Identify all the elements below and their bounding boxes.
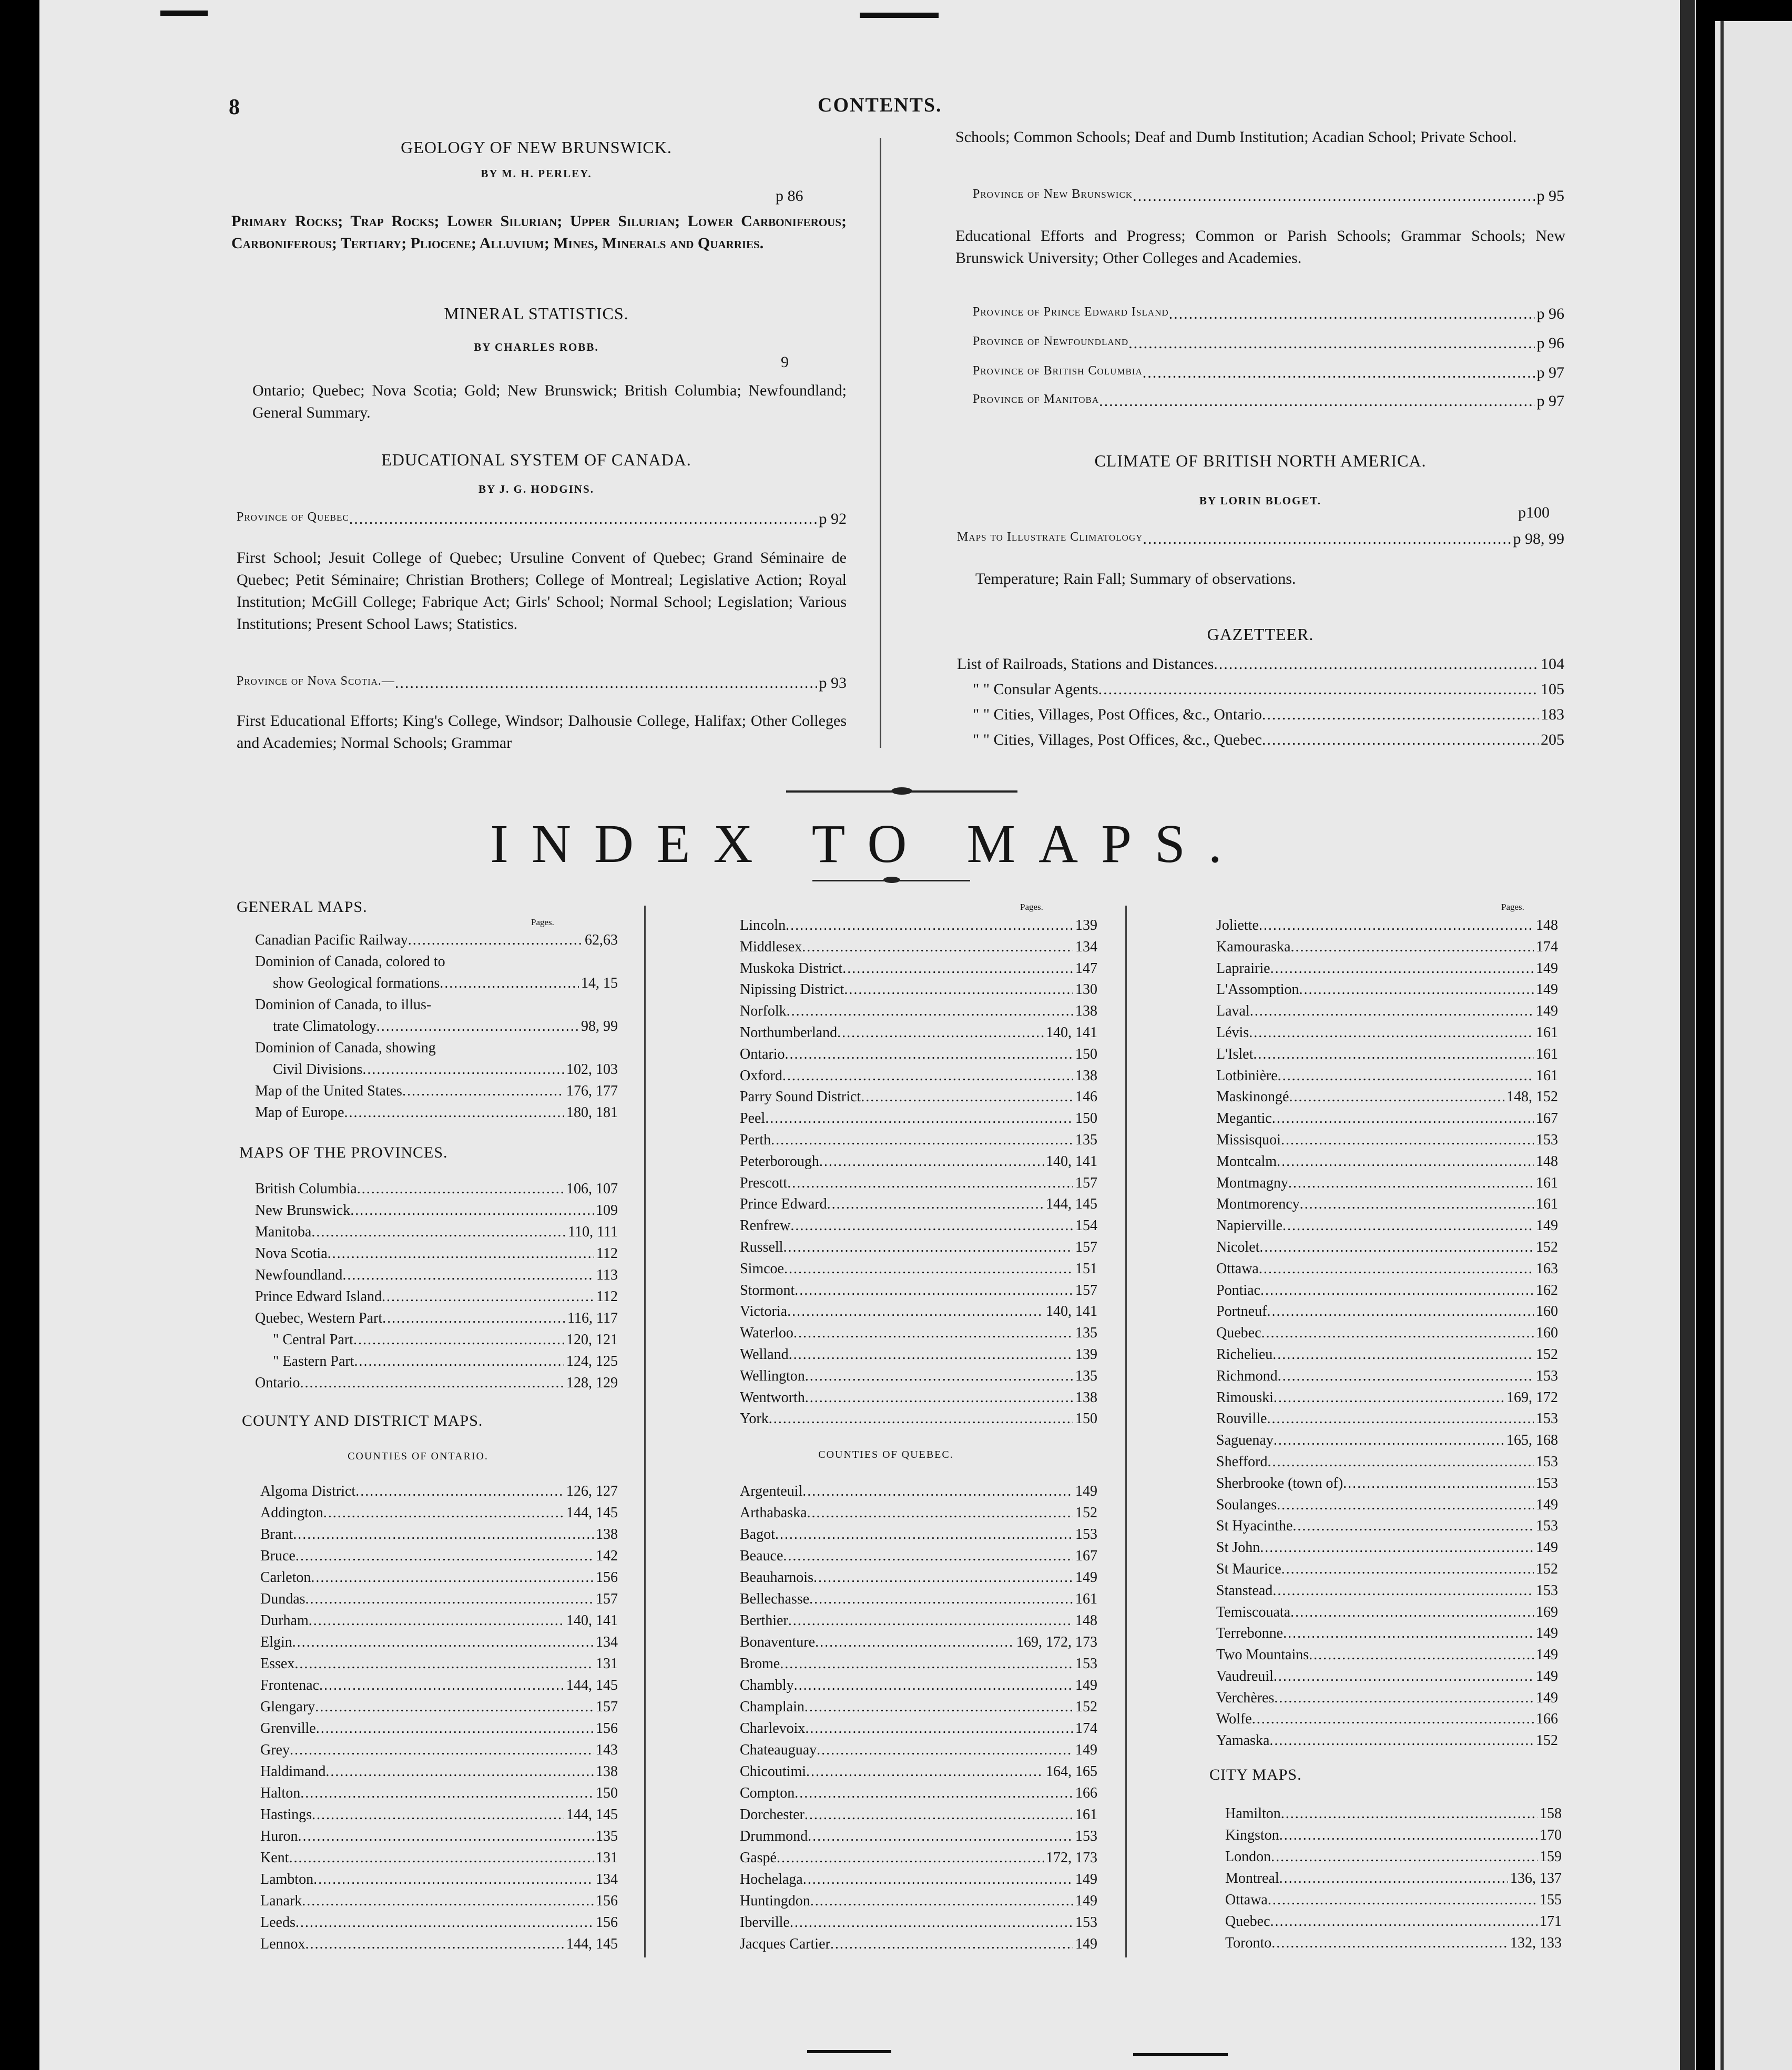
- provinces-list: [255, 1178, 618, 1394]
- title-underline-center: [883, 877, 900, 883]
- gazetteer-row: " " Consular Agents ..... 105: [973, 681, 1564, 698]
- list-item: Montreal ..... 136, 137: [1225, 1868, 1562, 1889]
- climate-title: CLIMATE OF BRITISH NORTH AMERICA.: [1094, 451, 1427, 470]
- list-item: Charlevoix ..... 174: [740, 1718, 1097, 1739]
- list-item: Berthier ..... 148: [740, 1610, 1097, 1631]
- list-item: Verchères ..... 149: [1216, 1688, 1558, 1709]
- list-item: Laprairie ..... 149: [1216, 958, 1558, 980]
- gazetteer-row: " " Cities, Villages, Post Offices, &c., Quebec ..... 205: [973, 731, 1564, 749]
- list-item: Bonaventure ..... 169, 172, 173: [740, 1631, 1097, 1653]
- mineral-author: BY CHARLES ROBB.: [474, 341, 599, 353]
- list-item: Map of the United States ..... 176, 177: [255, 1080, 618, 1102]
- geology-title: GEOLOGY OF NEW BRUNSWICK.: [401, 138, 672, 157]
- list-item: Carleton ..... 156: [260, 1567, 618, 1588]
- ontario-counties-list-1: [260, 1480, 618, 1955]
- quebec-education-text: First School; Jesuit College of Quebec; Ursuline Convent of Quebec; Grand Séminaire de Quebec; Petit Séminaire; Christian Brothers; College of Montreal; Legislative Action; Royal Institution; McGill College; Fabrique Act; Girls' School; Normal School; Legislation; Various Institutions; Present School Laws; Statistics.: [237, 549, 847, 633]
- list-item: Elgin ..... 134: [260, 1631, 618, 1653]
- list-item: Huron ..... 135: [260, 1825, 618, 1847]
- index-column-divider: [644, 906, 646, 1957]
- index-title: INDEX TO MAPS.: [490, 814, 1245, 874]
- column-divider: [880, 138, 881, 748]
- list-item: Montcalm ..... 148: [1216, 1151, 1558, 1173]
- list-item: Kingston ..... 170: [1225, 1824, 1562, 1846]
- nova-scotia-education-text: First Educational Efforts; King's College, Windsor; Dalhousie College, Halifax; Other Colleges and Academies; Normal Schools; Grammar: [237, 712, 847, 752]
- list-item: Quebec ..... 160: [1216, 1323, 1558, 1344]
- list-item: London ..... 159: [1225, 1846, 1562, 1868]
- list-item: Stanstead ..... 153: [1216, 1580, 1558, 1602]
- list-item: Toronto ..... 132, 133: [1225, 1932, 1562, 1954]
- climate-text: Temperature; Rain Fall; Summary of observations.: [975, 570, 1296, 587]
- list-item: Lotbinière ..... 161: [1216, 1066, 1558, 1087]
- list-item: Wentworth ..... 138: [740, 1387, 1097, 1409]
- list-item: Drummond ..... 153: [740, 1825, 1097, 1847]
- list-item: Lanark ..... 156: [260, 1890, 618, 1912]
- list-item: Manitoba ..... 110, 111: [255, 1221, 618, 1243]
- list-item: Bagot ..... 153: [740, 1524, 1097, 1545]
- list-item: Prince Edward Island ..... 112: [255, 1286, 618, 1307]
- list-item: Beauce ..... 167: [740, 1545, 1097, 1567]
- scan-mark: [860, 13, 939, 18]
- pages-label: Pages.: [1020, 902, 1043, 912]
- list-item: Nova Scotia ..... 112: [255, 1243, 618, 1264]
- list-item: British Columbia ..... 106, 107: [255, 1178, 618, 1200]
- list-item: L'Islet ..... 161: [1216, 1044, 1558, 1066]
- list-item: Missisquoi ..... 153: [1216, 1130, 1558, 1151]
- list-item: Laval ..... 149: [1216, 1001, 1558, 1022]
- mineral-title: MINERAL STATISTICS.: [444, 304, 629, 323]
- list-item: Megantic ..... 167: [1216, 1108, 1558, 1130]
- list-item: Prescott ..... 157: [740, 1173, 1097, 1194]
- list-item: Algoma District ..... 126, 127: [260, 1480, 618, 1502]
- list-item: Quebec, Western Part ..... 116, 117: [255, 1307, 618, 1329]
- list-item: Ontario ..... 128, 129: [255, 1372, 618, 1394]
- list-item: Montmagny ..... 161: [1216, 1173, 1558, 1194]
- education-title: EDUCATIONAL SYSTEM OF CANADA.: [381, 450, 691, 469]
- list-item: Portneuf ..... 160: [1216, 1301, 1558, 1323]
- list-item: Iberville ..... 153: [740, 1912, 1097, 1933]
- education-author: BY J. G. HODGINS.: [478, 483, 594, 495]
- quebec-counties-list-2: [1216, 915, 1558, 1752]
- list-item: Temiscouata ..... 169: [1216, 1602, 1558, 1623]
- list-item: Kamouraska ..... 174: [1216, 937, 1558, 958]
- list-item: Grenville ..... 156: [260, 1718, 618, 1739]
- list-item: Chicoutimi ..... 164, 165: [740, 1761, 1097, 1782]
- county-heading: COUNTY AND DISTRICT MAPS.: [242, 1412, 483, 1429]
- scan-mark: [1133, 2053, 1228, 2056]
- list-item: Northumberland ..... 140, 141: [740, 1022, 1097, 1044]
- list-item: Gaspé ..... 172, 173: [740, 1847, 1097, 1869]
- list-item: Wolfe ..... 166: [1216, 1709, 1558, 1730]
- list-item: Renfrew ..... 154: [740, 1215, 1097, 1237]
- list-item: Hamilton ..... 158: [1225, 1803, 1562, 1824]
- gazetteer-row: List of Railroads, Stations and Distances ..... 104: [957, 655, 1564, 673]
- list-item: Bruce ..... 142: [260, 1545, 618, 1567]
- page-gutter: [1680, 0, 1695, 2070]
- running-head: CONTENTS.: [818, 94, 942, 116]
- list-item: Montmorency ..... 161: [1216, 1194, 1558, 1215]
- pei-education-entry: Province of Prince Edward Island ..... p 96: [973, 305, 1564, 323]
- ontario-counties-heading: COUNTIES OF ONTARIO.: [348, 1450, 488, 1462]
- list-item: Welland ..... 139: [740, 1344, 1097, 1366]
- list-item: Lennox ..... 144, 145: [260, 1933, 618, 1955]
- list-item: Arthabaska ..... 152: [740, 1502, 1097, 1524]
- list-item: Ottawa ..... 155: [1225, 1889, 1562, 1911]
- list-item: Addington ..... 144, 145: [260, 1502, 618, 1524]
- list-item: St Maurice ..... 152: [1216, 1559, 1558, 1580]
- list-item: Leeds ..... 156: [260, 1912, 618, 1933]
- list-item: Brome ..... 153: [740, 1653, 1097, 1675]
- list-item: Civil Divisions ..... 102, 103: [255, 1059, 618, 1080]
- climatology-maps-entry: Maps to Illustrate Climatology ..... p 98, 99: [957, 530, 1564, 548]
- nova-scotia-education-text-cont: Schools; Common Schools; Deaf and Dumb Institution; Acadian School; Private School.: [955, 128, 1517, 146]
- geology-page: p 86: [776, 187, 803, 205]
- list-item: Yamaska ..... 152: [1216, 1730, 1558, 1752]
- list-item: Perth ..... 135: [740, 1130, 1097, 1151]
- list-item: Map of Europe ..... 180, 181: [255, 1102, 618, 1123]
- list-item: trate Climatology ..... 98, 99: [255, 1016, 618, 1037]
- list-item: Huntingdon ..... 149: [740, 1890, 1097, 1912]
- list-item: Chambly ..... 149: [740, 1675, 1097, 1696]
- list-item: Quebec ..... 171: [1225, 1911, 1562, 1932]
- page-number: 8: [229, 95, 240, 119]
- list-item: Dominion of Canada, to illus-: [255, 997, 432, 1013]
- british-columbia-education-entry: Province of British Columbia ..... p 97: [973, 364, 1564, 382]
- mineral-page: 9: [781, 353, 789, 371]
- ontario-counties-list-2: [740, 915, 1097, 1430]
- list-item: Nipissing District ..... 130: [740, 979, 1097, 1001]
- list-item: Dominion of Canada, showing: [255, 1040, 436, 1056]
- climate-page: p100: [1518, 504, 1550, 521]
- list-item: Lincoln ..... 139: [740, 915, 1097, 937]
- list-item: Pontiac ..... 162: [1216, 1280, 1558, 1302]
- list-item: Brant ..... 138: [260, 1524, 618, 1545]
- list-item: Soulanges ..... 149: [1216, 1495, 1558, 1516]
- list-item: Stormont ..... 157: [740, 1280, 1097, 1302]
- provinces-heading: MAPS OF THE PROVINCES.: [239, 1144, 448, 1161]
- list-item: Rouville ..... 153: [1216, 1408, 1558, 1430]
- list-item: Prince Edward ..... 144, 145: [740, 1194, 1097, 1215]
- gazetteer-row: " " Cities, Villages, Post Offices, &c., Ontario ..... 183: [973, 706, 1564, 724]
- list-item: Frontenac ..... 144, 145: [260, 1675, 618, 1696]
- list-item: Glengary ..... 157: [260, 1696, 618, 1718]
- list-item: Muskoka District ..... 147: [740, 958, 1097, 980]
- list-item: Maskinongé ..... 148, 152: [1216, 1087, 1558, 1108]
- list-item: Dorchester ..... 161: [740, 1804, 1097, 1825]
- list-item: Nicolet ..... 152: [1216, 1237, 1558, 1259]
- list-item: Terrebonne ..... 149: [1216, 1623, 1558, 1645]
- list-item: Lévis ..... 161: [1216, 1022, 1558, 1044]
- list-item: Haldimand ..... 138: [260, 1761, 618, 1782]
- gazetteer-title: GAZETTEER.: [1207, 625, 1314, 644]
- list-item: Jacques Cartier ..... 149: [740, 1933, 1097, 1955]
- list-item: St Hyacinthe ..... 153: [1216, 1516, 1558, 1537]
- city-maps-heading: CITY MAPS.: [1209, 1766, 1302, 1783]
- list-item: Essex ..... 131: [260, 1653, 618, 1675]
- list-item: Hastings ..... 144, 145: [260, 1804, 618, 1825]
- list-item: York ..... 150: [740, 1408, 1097, 1430]
- pages-label: Pages.: [1501, 902, 1524, 912]
- list-item: Lambton ..... 134: [260, 1869, 618, 1890]
- list-item: Parry Sound District ..... 146: [740, 1087, 1097, 1108]
- list-item: Sherbrooke (town of) ..... 153: [1216, 1473, 1558, 1495]
- list-item: " Central Part ..... 120, 121: [255, 1329, 618, 1351]
- adjacent-page-edge: [1715, 21, 1792, 2070]
- list-item: Chateauguay ..... 149: [740, 1739, 1097, 1761]
- mineral-text: Ontario; Quebec; Nova Scotia; Gold; New Brunswick; British Columbia; Newfoundland; General Summary.: [252, 382, 847, 421]
- list-item: Shefford ..... 153: [1216, 1452, 1558, 1473]
- list-item: St John ..... 149: [1216, 1537, 1558, 1559]
- list-item: Vaudreuil ..... 149: [1216, 1666, 1558, 1688]
- document-page: [39, 0, 1696, 2070]
- list-item: Two Mountains ..... 149: [1216, 1645, 1558, 1666]
- quebec-counties-heading: COUNTIES OF QUEBEC.: [818, 1449, 954, 1460]
- general-maps-heading: GENERAL MAPS.: [237, 898, 368, 916]
- list-item: Bellechasse ..... 161: [740, 1588, 1097, 1610]
- scan-mark: [807, 2050, 891, 2053]
- geology-author: BY M. H. PERLEY.: [481, 167, 592, 180]
- list-item: Ottawa ..... 163: [1216, 1259, 1558, 1280]
- list-item: L'Assomption ..... 149: [1216, 979, 1558, 1001]
- list-item: Kent ..... 131: [260, 1847, 618, 1869]
- city-maps-list: [1225, 1803, 1562, 1954]
- list-item: Richelieu ..... 152: [1216, 1344, 1558, 1366]
- list-item: Norfolk ..... 138: [740, 1001, 1097, 1022]
- quebec-counties-list-1: [740, 1480, 1097, 1955]
- list-item: Halton ..... 150: [260, 1782, 618, 1804]
- list-item: Argenteuil ..... 149: [740, 1480, 1097, 1502]
- newfoundland-education-entry: Province of Newfoundland ..... p 96: [973, 334, 1564, 352]
- list-item: " Eastern Part ..... 124, 125: [255, 1351, 618, 1372]
- scan-mark: [160, 11, 208, 16]
- list-item: Oxford ..... 138: [740, 1066, 1097, 1087]
- list-item: Victoria ..... 140, 141: [740, 1301, 1097, 1323]
- list-item: Canadian Pacific Railway ..... 62,63: [255, 929, 618, 951]
- climate-author: BY LORIN BLOGET.: [1199, 494, 1322, 507]
- list-item: Rimouski ..... 169, 172: [1216, 1387, 1558, 1409]
- geology-text: Primary Rocks; Trap Rocks; Lower Silurian; Upper Silurian; Lower Carboniferous; Carboniferous; Tertiary; Pliocene; Alluvium; Mines, Minerals and Quarries.: [231, 212, 847, 252]
- list-item: Joliette ..... 148: [1216, 915, 1558, 937]
- new-brunswick-education-text: Educational Efforts and Progress; Common or Parish Schools; Grammar Schools; New Brunswick University; Other Colleges and Academies.: [955, 227, 1565, 267]
- list-item: Middlesex ..... 134: [740, 937, 1097, 958]
- list-item: Beauharnois ..... 149: [740, 1567, 1097, 1588]
- list-item: Dundas ..... 157: [260, 1588, 618, 1610]
- list-item: Saguenay ..... 165, 168: [1216, 1430, 1558, 1452]
- list-item: New Brunswick ..... 109: [255, 1200, 618, 1221]
- nova-scotia-education-entry: Province of Nova Scotia.— ..... p 93: [237, 674, 847, 692]
- list-item: Ontario ..... 150: [740, 1044, 1097, 1066]
- adjacent-page-rule: [1720, 21, 1724, 2070]
- list-item: Champlain ..... 152: [740, 1696, 1097, 1718]
- ornamental-rule-center: [891, 787, 912, 795]
- list-item: Dominion of Canada, colored to: [255, 953, 445, 970]
- list-item: Simcoe ..... 151: [740, 1259, 1097, 1280]
- list-item: Waterloo ..... 135: [740, 1323, 1097, 1344]
- manitoba-education-entry: Province of Manitoba ..... p 97: [973, 392, 1564, 410]
- list-item: Durham ..... 140, 141: [260, 1610, 618, 1631]
- pages-label: Pages.: [531, 917, 554, 927]
- list-item: Hochelaga ..... 149: [740, 1869, 1097, 1890]
- list-item: Peterborough ..... 140, 141: [740, 1151, 1097, 1173]
- list-item: Peel ..... 150: [740, 1108, 1097, 1130]
- list-item: Grey ..... 143: [260, 1739, 618, 1761]
- list-item: Napierville ..... 149: [1216, 1215, 1558, 1237]
- list-item: show Geological formations ..... 14, 15: [255, 972, 618, 994]
- list-item: Wellington ..... 135: [740, 1366, 1097, 1387]
- list-item: Newfoundland ..... 113: [255, 1264, 618, 1286]
- quebec-education-entry: Province of Quebec ..... p 92: [237, 510, 847, 528]
- list-item: Richmond ..... 153: [1216, 1366, 1558, 1387]
- list-item: Compton ..... 166: [740, 1782, 1097, 1804]
- index-column-divider: [1125, 906, 1127, 1957]
- list-item: Russell ..... 157: [740, 1237, 1097, 1259]
- general-maps-list: [255, 929, 618, 1123]
- new-brunswick-education-entry: Province of New Brunswick ..... p 95: [973, 187, 1564, 205]
